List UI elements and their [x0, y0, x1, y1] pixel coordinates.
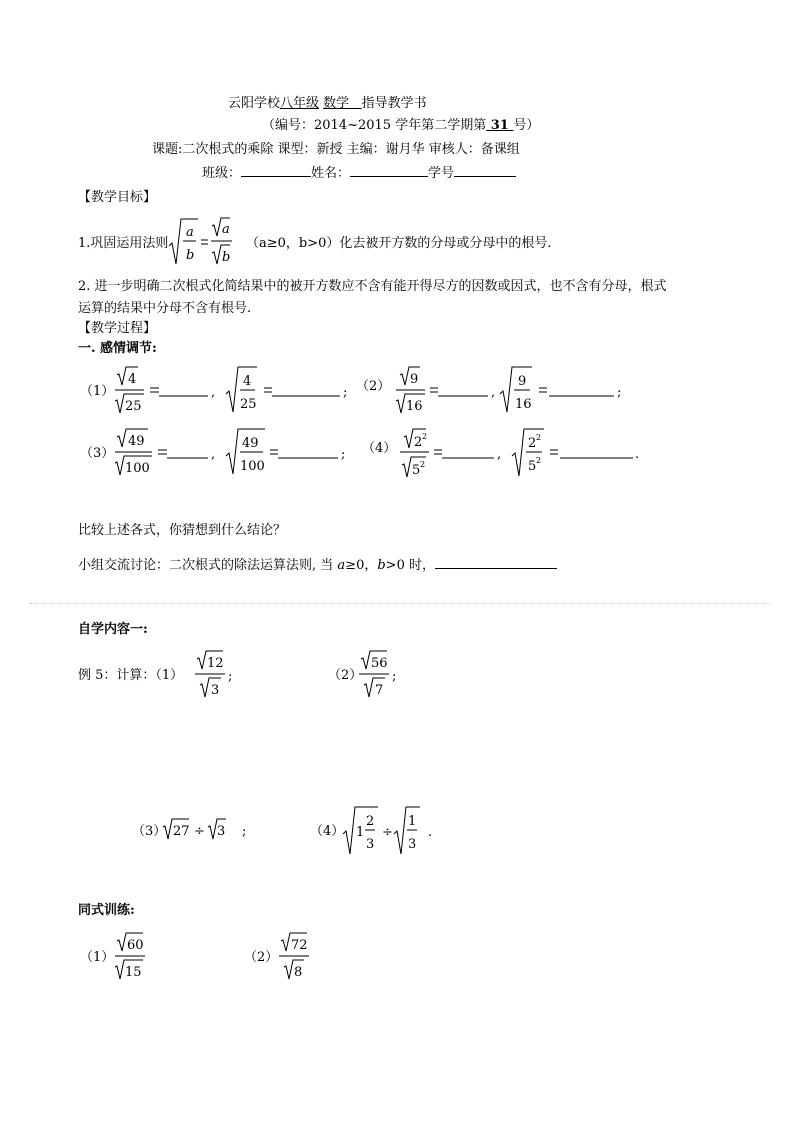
- svg-text:÷: ÷: [382, 825, 393, 840]
- svg-text:a: a: [186, 225, 194, 240]
- topic-line: 课题:二次根式的乘除 课型：新授 主编：谢月华 审核人：备课组: [152, 142, 520, 157]
- example-4-formula: [342, 806, 442, 858]
- svg-text:（4）: （4）: [362, 441, 397, 456]
- svg-text:60: 60: [127, 938, 144, 953]
- warmup-row-1: [112, 366, 632, 416]
- exercise-label-3: （3）: [80, 446, 115, 461]
- section-divider: [30, 603, 770, 604]
- svg-text:b: b: [222, 250, 231, 265]
- class-label: 班级：: [202, 166, 242, 181]
- svg-text:4: 4: [128, 372, 137, 387]
- svg-text:25: 25: [125, 399, 142, 414]
- svg-text:9: 9: [410, 372, 419, 387]
- serial-suffix: 号）: [513, 118, 540, 133]
- svg-text:;: ;: [341, 447, 346, 462]
- svg-text:,: ,: [211, 447, 216, 462]
- title-line: [228, 96, 427, 112]
- svg-text:27: 27: [173, 824, 190, 839]
- example-label-1: （1）: [155, 668, 184, 683]
- grade: 八年级: [280, 96, 320, 111]
- practice-label-2: （2）: [244, 950, 279, 965]
- section-emotion-heading: 一. 感情调节:: [78, 341, 157, 356]
- id-label: 学号: [428, 166, 455, 181]
- svg-text:8: 8: [294, 965, 303, 980]
- discussion-prefix: 小组交流讨论：二次根式的除法运算法则, 当: [78, 558, 334, 573]
- svg-text:5: 5: [528, 459, 537, 474]
- svg-text:49: 49: [242, 436, 259, 451]
- example-label-4: （4）: [310, 824, 345, 839]
- discussion-line: [78, 556, 557, 574]
- svg-text:12: 12: [207, 656, 224, 671]
- svg-text:.: .: [635, 447, 640, 462]
- example-1-formula: [194, 650, 254, 700]
- svg-text:;: ;: [343, 385, 348, 400]
- example-3-formula: [162, 816, 252, 846]
- example-label-2: （2）: [328, 668, 363, 683]
- svg-text:;: ;: [617, 385, 622, 400]
- name-label: 姓名：: [311, 166, 351, 181]
- serial-line: [262, 118, 539, 134]
- example-label-3: （3）: [132, 824, 167, 839]
- svg-text:1: 1: [408, 814, 417, 829]
- svg-text:100: 100: [240, 459, 265, 474]
- practice-2-formula: [276, 932, 326, 982]
- svg-text:9: 9: [518, 374, 527, 389]
- practice-label-1: （1）: [80, 950, 115, 965]
- svg-text:49: 49: [128, 434, 145, 449]
- svg-text:;: ;: [228, 669, 233, 684]
- class-blank[interactable]: [241, 164, 311, 177]
- svg-text:2: 2: [414, 435, 423, 450]
- svg-text:2: 2: [536, 433, 542, 442]
- discussion-suffix: >0 时，: [385, 558, 435, 573]
- conclusion-blank[interactable]: [435, 556, 557, 569]
- svg-text:b: b: [186, 248, 195, 263]
- goal-item-1-suffix: （a≥0，b>0）化去被开方数的分母或分母中的根号.: [246, 236, 552, 251]
- svg-text:a: a: [222, 222, 230, 237]
- example-label: [78, 668, 183, 684]
- goal-item-2-line-1: 2. 进一步明确二次根式化简结果中的被开方数应不含有能开得尽方的因数或因式，也不含有分母，根式: [78, 279, 667, 294]
- svg-text:（2）: （2）: [356, 379, 391, 394]
- svg-text:3: 3: [366, 837, 375, 852]
- goals-heading: 【教学目标】: [78, 190, 157, 205]
- student-info-line: [202, 164, 516, 182]
- svg-text:2: 2: [366, 814, 375, 829]
- practice-heading: 同式训练:: [78, 903, 135, 918]
- svg-text:3: 3: [211, 683, 220, 698]
- discussion-mid: ≥0，: [345, 558, 378, 573]
- example-2-formula: [358, 650, 418, 700]
- svg-text:,: ,: [497, 447, 502, 462]
- svg-text:;: ;: [242, 824, 247, 839]
- var-b: b: [377, 558, 386, 573]
- school-name: 云阳学校: [228, 96, 281, 111]
- svg-text:;: ;: [392, 669, 397, 684]
- svg-text:2: 2: [422, 432, 428, 441]
- svg-text:15: 15: [125, 965, 142, 980]
- svg-text:÷: ÷: [194, 824, 205, 839]
- process-heading: 【教学过程】: [78, 321, 157, 336]
- svg-text:25: 25: [240, 397, 257, 412]
- division-rule-formula: [168, 216, 242, 268]
- practice-1-formula: [112, 932, 162, 982]
- svg-text:2: 2: [528, 436, 537, 451]
- warmup-row-2: [112, 428, 652, 480]
- svg-text:,: ,: [211, 385, 216, 400]
- svg-text:72: 72: [291, 938, 308, 953]
- svg-text:56: 56: [371, 656, 388, 671]
- subject: 数学: [323, 96, 350, 111]
- self-study-heading: 自学内容一:: [78, 622, 148, 637]
- svg-text:,: ,: [491, 385, 496, 400]
- svg-text:16: 16: [406, 399, 423, 414]
- compare-question: 比较上述各式，你猜想到什么结论？: [78, 523, 287, 538]
- svg-text:7: 7: [375, 683, 384, 698]
- id-blank[interactable]: [454, 164, 516, 177]
- name-blank[interactable]: [350, 164, 428, 177]
- svg-text:2: 2: [536, 456, 542, 465]
- svg-text:100: 100: [125, 461, 150, 476]
- book-name: 指导教学书: [361, 96, 427, 111]
- exercise-label-1: （1）: [80, 384, 115, 399]
- serial-number: 31: [490, 118, 509, 133]
- svg-text:4: 4: [243, 374, 252, 389]
- svg-text:3: 3: [408, 837, 417, 852]
- svg-text:1: 1: [356, 825, 365, 840]
- goal-item-2-line-2: 运算的结果中分母不含有根号.: [78, 301, 252, 316]
- example-prefix: 例 5：计算：: [78, 668, 156, 683]
- svg-text:5: 5: [412, 463, 421, 478]
- svg-text:.: .: [428, 825, 433, 840]
- svg-text:3: 3: [217, 824, 226, 839]
- var-a: a: [337, 558, 346, 573]
- goal-item-1-prefix: 1.巩固运用法则: [78, 236, 169, 251]
- serial-prefix: （编号：2014~2015 学年第二学期第: [262, 118, 487, 133]
- svg-text:2: 2: [420, 460, 426, 469]
- svg-text:16: 16: [515, 397, 532, 412]
